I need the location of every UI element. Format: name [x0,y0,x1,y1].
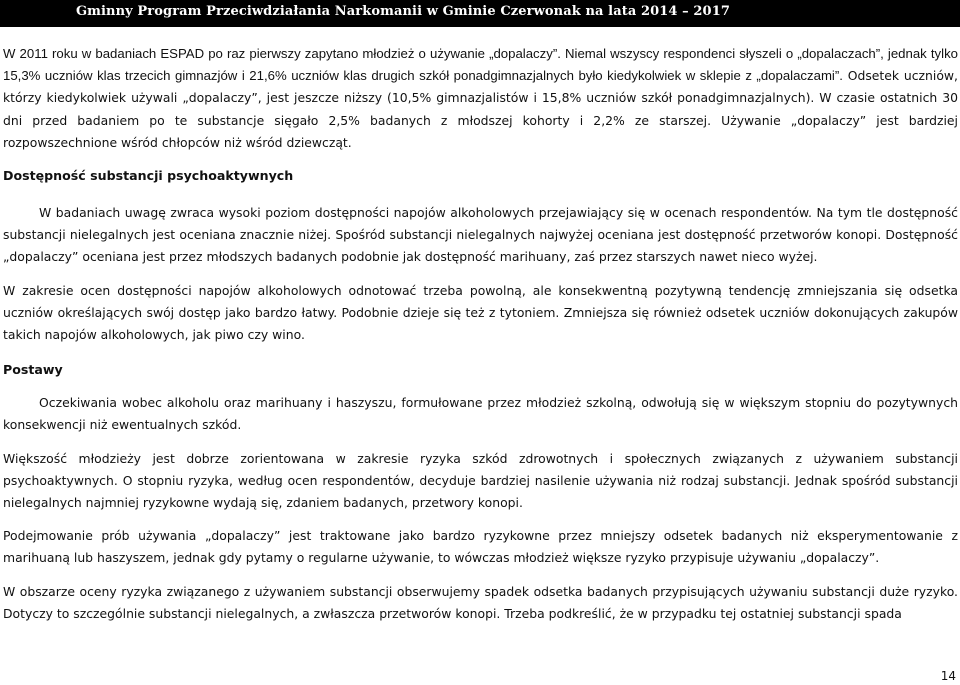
paragraph-availability-trend: W zakresie ocen dostępności napojów alkoholowych odnotować trzeba powolną, ale konsekwentną pozytywną tendencję zmniejszania się odsetka uczniów określających swój dostęp jako bardzo łatwy. Podobnie dzieje się też z tytoniem. Zmniejsza się również odsetek uczniów dokonujących zakupów takich napojów alkoholowych, jak piwo czy wino. [3,282,958,343]
paragraph-risk-decline: W obszarze oceny ryzyka związanego z używaniem substancji obserwujemy spadek odsetka badanych przypisujących używaniu substancji duże ryzyko. Dotyczy to szczególnie substancji nielegalnych, a zwłaszcza przetworów konopi. Trzeba podkreślić, że w przypadku tej ostatniej substancji spada [3,583,958,621]
paragraph-risk-awareness: Większość młodzieży jest dobrze zorientowana w zakresie ryzyka szkód zdrowotnych i społecznych związanych z używaniem substancji psychoaktywnych. O stopniu ryzyka, według ocen respondentów, decyduje bardziej nasilenie używania niż rodzaj substancji. Jednak spośród substancji nielegalnych najmniej ryzykowne wydają się, zdaniem badanych, przetwory konopi. [3,450,958,511]
paragraph-dopalacze-espad-intro: W 2011 roku w badaniach ESPAD po raz pierwszy zapytano młodzież o używanie „dopalaczy”. Niemal wszyscy respondenci słyszeli o „dopalaczach”, jednak tylko 15,3% uczniów klas trzecich gimnazjów i 21,6% uczniów klas drugich szkół ponadgimnazjalnych było kiedykolwiek w sklepie z „dopalaczami”. [3,46,958,84]
paragraph-expectations: Oczekiwania wobec alkoholu oraz marihuany i haszyszu, formułowane przez młodzież szkolną, odwołują się w większym stopniu do pozytywnych konsekwencji niż ewentualnych szkód. [3,395,958,433]
document-body [3,43,958,636]
paragraph-availability-alcohol: W badaniach uwagę zwraca wysoki poziom dostępności napojów alkoholowych przejawiający się w ocenach respondentów. Na tym tle dostępność substancji nielegalnych jest oceniana znacznie niżej. Spośród substancji nielegalnych najwyżej oceniana jest dostępność przetworów konopi. Dostępność „dopalaczy” oceniana jest przez młodszych badanych podobnie jak dostępność marihuany, zaś przez starszych nawet nieco wyżej. [3,205,958,265]
heading-availability: Dostępność substancji psychoaktywnych [3,168,294,184]
paragraph-dopalacze-risk: Podejmowanie prób używania „dopalaczy” jest traktowane jako bardzo ryzykowne przez mniejszy odsetek badanych niż eksperymentowanie z marihuaną lub haszyszem, jednak gdy pytamy o regularne używanie, to wówczas młodzież większe ryzyko przypisuje używaniu „dopalaczy”. [3,528,958,566]
page-number: 14 [940,669,956,683]
running-header: Gminny Program Przeciwdziałania Narkomanii w Gminie Czerwonak na lata 2014 – 2017 [0,0,960,27]
paragraph-dopalacze-espad [3,43,958,154]
heading-attitudes: Postawy [3,362,63,378]
paragraph-dopalacze-espad-rest: Odsetek uczniów, którzy kiedykolwiek używali „dopalaczy”, jest jeszcze niższy (10,5% gimnazjalistów i 15,8% uczniów szkół ponadgimnazjalnych). W czasie ostatnich 30 dni przed badaniem po te substancje sięgało 2,5% badanych z młodszej kohorty i 2,2% ze starszej. Używanie „dopalaczy” jest bardziej rozpowszechnione wśród chłopców niż wśród dziewcząt. [3,68,958,150]
